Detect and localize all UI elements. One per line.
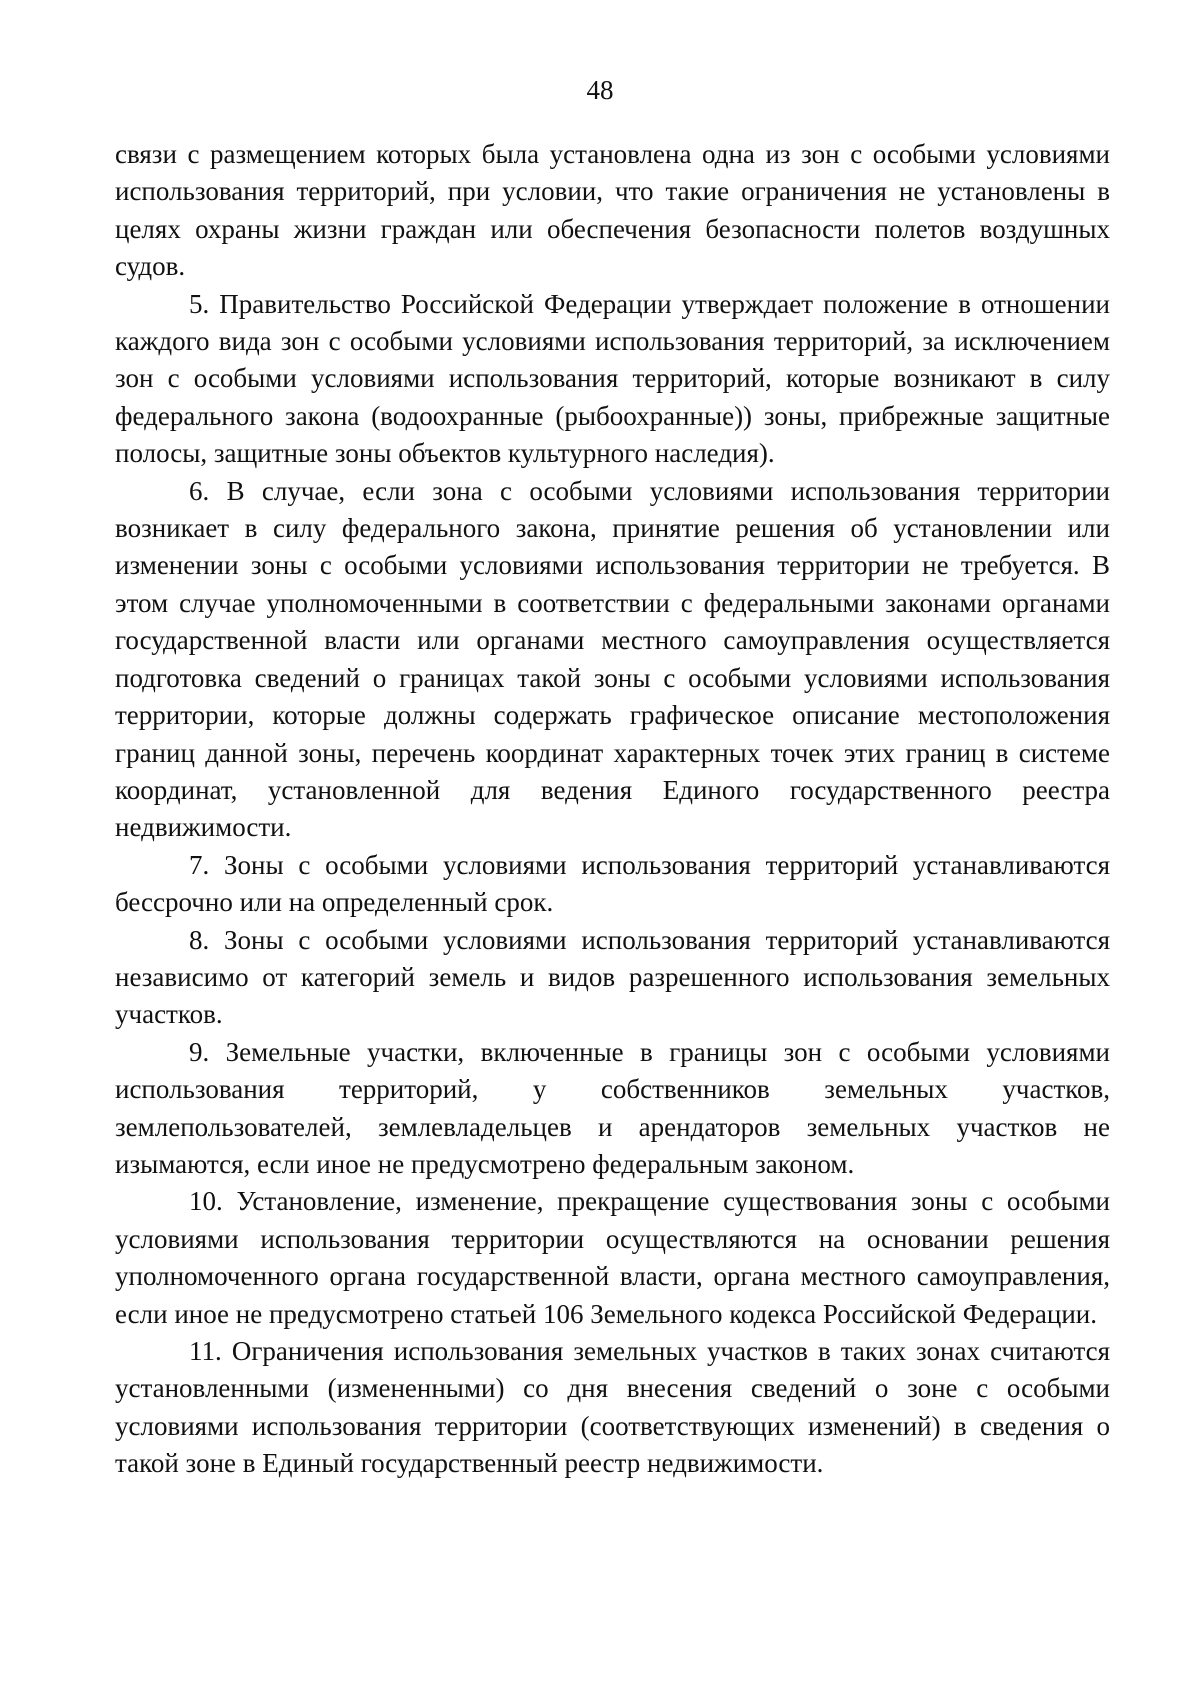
paragraph-number: 10.	[189, 1186, 223, 1217]
paragraph-11	[115, 1333, 1110, 1483]
paragraph-5	[115, 286, 1110, 473]
paragraph-number: 9.	[189, 1036, 210, 1067]
paragraph-number: 7.	[189, 849, 210, 880]
paragraph-text: Правительство Российской Федерации утверждает положение в отношении каждого вида зон с особыми условиями использования территорий, за исключением зон с особыми условиями использования территорий, которые возникают в силу федерального закона (водоохранные (рыбоохранные)) зоны, прибрежные защитные полосы, защитные зоны объектов культурного наследия).	[115, 288, 1110, 469]
paragraph-9	[115, 1034, 1110, 1184]
paragraph-text: Зоны с особыми условиями использования территорий устанавливаются бессрочно или на определенный срок.	[115, 849, 1111, 918]
paragraph-text: В случае, если зона с особыми условиями использования территории возникает в силу федерального закона, принятие решения об установлении или изменении зоны с особыми условиями использования территории не требуется. В этом случае уполномоченными в соответствии с федеральными законами органами государственной власти или органами местного самоуправления осуществляется подготовка сведений о границах такой зоны с особыми условиями использования территории, которые должны содержать графическое описание местоположения границ данной зоны, перечень координат характерных точек этих границ в системе координат, установленной для ведения Единого государственного реестра недвижимости.	[115, 475, 1110, 843]
paragraph-8	[115, 922, 1110, 1034]
paragraph-text: Зоны с особыми условиями использования территорий устанавливаются независимо от категорий земель и видов разрешенного использования земельных участков.	[115, 924, 1111, 1030]
paragraph-text: Ограничения использования земельных участков в таких зонах считаются установленными (измененными) со дня внесения сведений о зоне с особыми условиями использования территории (соответствующих изменений) в сведения о такой зоне в Единый государственный реестр недвижимости.	[115, 1336, 1111, 1479]
paragraph-7	[115, 847, 1110, 922]
paragraph-text: Земельные участки, включенные в границы зон с особыми условиями использования территорий, у собственников земельных участков, землепользователей, землевладельцев и арендаторов земельных участков не изымаются, если иное не предусмотрено федеральным законом.	[115, 1036, 1110, 1179]
document-body	[115, 136, 1110, 1483]
paragraph-text: Установление, изменение, прекращение существования зоны с особыми условиями использования территории осуществляются на основании решения уполномоченного органа государственной власти, органа местного самоуправления, если иное не предусмотрено статьей 106 Земельного кодекса Российской Федерации.	[115, 1186, 1110, 1329]
paragraph-continuation	[115, 136, 1110, 286]
paragraph-number: 5.	[189, 288, 210, 319]
paragraph-text: связи с размещением которых была установлена одна из зон с особыми условиями использования территорий, при условии, что такие ограничения не установлены в целях охраны жизни граждан или обеспечения безопасности полетов воздушных судов.	[115, 139, 1110, 282]
paragraph-number: 8.	[189, 924, 210, 955]
paragraph-number: 6.	[189, 475, 210, 506]
paragraph-10	[115, 1183, 1110, 1333]
page-number: 48	[586, 75, 614, 105]
paragraph-number: 11.	[189, 1336, 222, 1366]
paragraph-6	[115, 473, 1110, 847]
